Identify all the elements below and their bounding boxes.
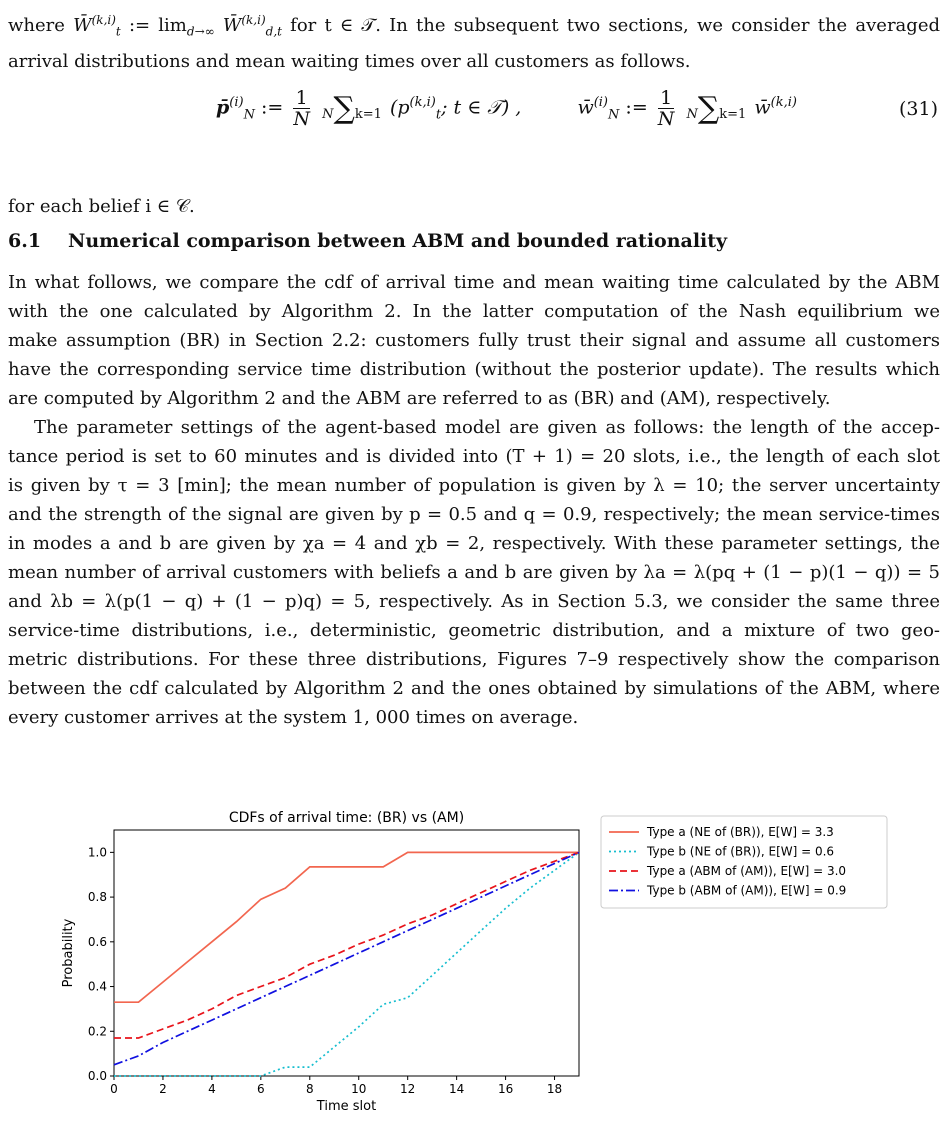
y-tick-label: 0.8 [87,890,107,905]
y-tick-label: 0.4 [87,979,107,994]
paragraph-2-line: tance period is set to 60 minutes and is divided into (T + 1) = 20 slots, i.e., the length of each slot [8,446,940,467]
x-tick-label: 10 [351,1082,367,1096]
y-tick-label: 0.0 [87,1069,107,1083]
series-line-4 [114,852,579,1064]
paragraph-1-line: In what follows, we compare the cdf of arrival time and mean waiting time calculated by the ABM [8,272,940,293]
series-line-3 [114,852,579,1038]
paragraph-1 [8,268,940,413]
intro-line-2: arrival distributions and mean waiting times over all customers as follows. [8,50,691,72]
x-tick-label: 0 [110,1082,118,1096]
paragraph-1-line: have the corresponding service time distribution (without the posterior update). The results which [8,359,940,380]
x-axis-label: Time slot [316,1099,377,1114]
y-tick-label: 0.2 [87,1024,107,1039]
section-title: Numerical comparison between ABM and bounded rationality [68,230,728,252]
paragraph-2-line: metric distributions. For these three distributions, Figures 7–9 respectively show the comparison [8,649,940,670]
legend-entry-2: Type b (NE of (BR)), E[W] = 0.6 [647,844,835,859]
paragraph-2 [8,413,940,732]
x-tick-label: 12 [400,1082,416,1096]
paragraph-2-line: every customer arrives at the system 1, 000 times on average. [8,707,579,728]
paragraph-1-line: are computed by Algorithm 2 and the ABM are referred to as (BR) and (AM), respectively. [8,388,831,409]
intro-paragraph [8,6,940,76]
figure [0,800,948,1130]
chart-title: CDFs of arrival time: (BR) vs (AM) [228,810,465,826]
paragraph-2-line: in modes a and b are given by χa = 4 and χb = 2, respectively. With these parameter settings, the [8,533,940,554]
paragraph-2-line: and the strength of the signal are given by p = 0.5 and q = 0.9, respectively; the mean service-times [8,504,940,525]
x-tick-label: 4 [208,1082,216,1096]
equation-31 [0,80,948,140]
after-equation-line: for each belief i ∈ 𝒞. [8,196,195,217]
section-number: 6.1 [8,230,42,252]
legend-entry-3: Type a (ABM of (AM)), E[W] = 3.0 [647,864,847,878]
x-tick-label: 18 [546,1082,563,1096]
paragraph-2-line: mean number of arrival customers with beliefs a and b are given by λa = λ(pq + (1 − p)(1 − q)) = 5 [8,562,940,583]
x-tick-label: 2 [159,1082,167,1096]
x-tick-label: 6 [257,1082,265,1096]
x-tick-label: 8 [305,1082,314,1096]
after-equation-text [8,192,940,221]
paragraph-2-line: between the cdf calculated by Algorithm 2 and the ones obtained by simulations of the ABM, where [8,678,940,699]
paragraph-2-line: is given by τ = 3 [min]; the mean number of population is given by λ = 10; the server uncertainty [8,475,940,496]
y-axis-label: Probability [61,918,76,988]
y-tick-label: 0.6 [87,934,107,949]
paragraph-2-line: and λb = λ(p(1 − q) + (1 − p)q) = 5, respectively. As in Section 5.3, we consider the same three [8,591,940,612]
legend-entry-1: Type a (NE of (BR)), E[W] = 3.3 [647,825,834,839]
paragraph-2-line: service-time distributions, i.e., deterministic, geometric distribution, and a mixture of two geo- [8,620,940,641]
equation-number: (31) [898,98,938,120]
intro-line-1: where W̄$^{(k,i)}_t$ := $\lim_{d\to\infty}$ W̄$^{(k,i)}_{d,t}$ for t ∈ 𝒯. In the subsequent two sections, we consider the averaged [8,13,940,39]
section-heading [8,230,727,252]
paragraph-1-line: with the one calculated by Algorithm 2. In the latter computation of the Nash equilibrium we [8,301,940,322]
x-tick-label: 16 [497,1082,514,1096]
series-line-1 [114,852,579,1002]
equation-body: p̄$^{(i)}_N$ := $\frac{1}{N}$ N∑k=1 ($p^{(k,i)}_t$; t ∈ 𝒯) , w̄$^{(i)}_N$ := $\frac{1}{N}$ N∑k=1 w̄$^{(k,i)}$ [216,87,797,130]
legend-entry-4: Type b (ABM of (AM)), E[W] = 0.9 [647,883,847,898]
cdf-chart [0,800,948,1130]
y-tick-label: 1.0 [87,845,107,860]
paragraph-1-line: make assumption (BR) in Section 2.2: customers fully trust their signal and assume all customers [8,330,940,351]
x-tick-label: 14 [448,1082,465,1096]
paragraph-2-line: The parameter settings of the agent-based model are given as follows: the length of the accep- [34,417,940,438]
